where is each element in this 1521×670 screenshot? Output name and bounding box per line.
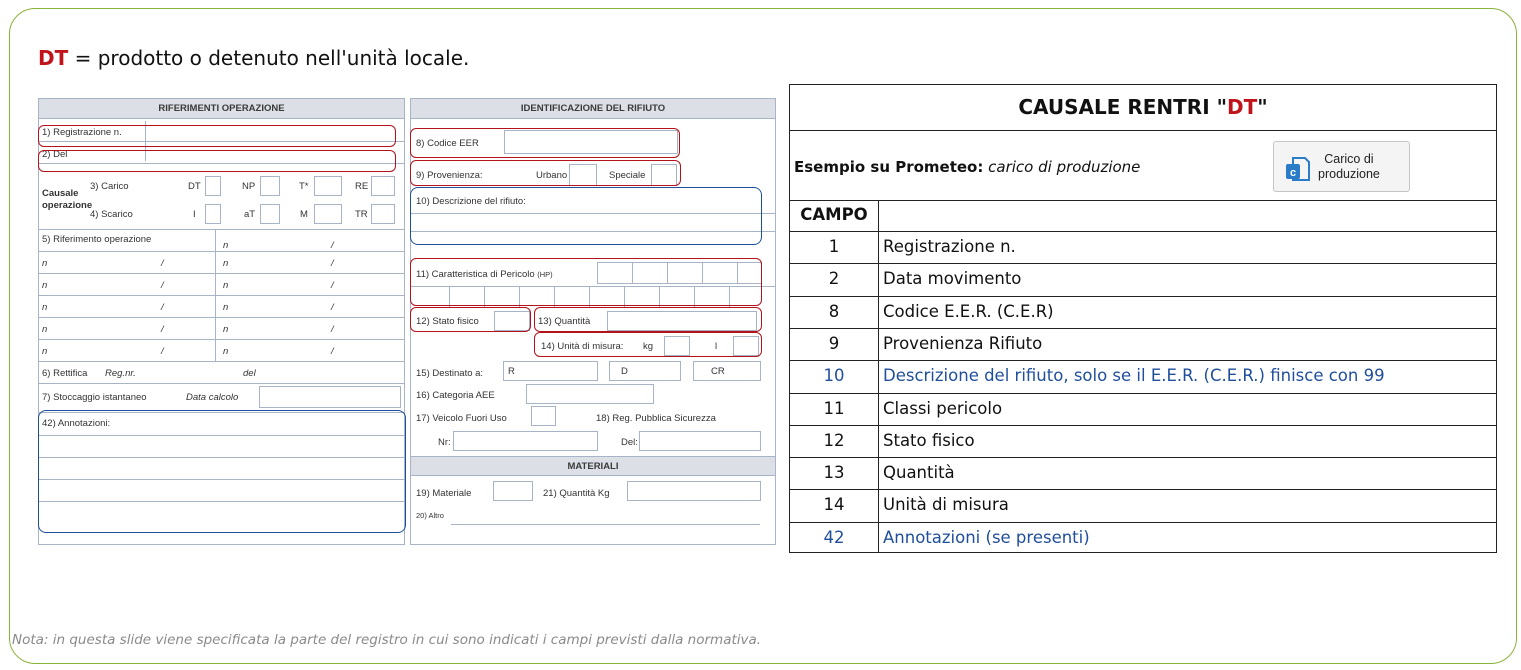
campo-description: Codice E.E.R. (C.E.R) <box>883 301 1054 321</box>
example-row <box>790 130 1496 201</box>
document-c-icon <box>1285 155 1311 183</box>
ref-n: n <box>42 324 48 335</box>
campo-number: 8 <box>828 301 840 321</box>
label-descrizione: 10) Descrizione del rifiuto: <box>416 196 526 207</box>
campo-number: 1 <box>828 237 840 256</box>
highlight-descrizione <box>410 187 762 245</box>
label-stoccaggio: 7) Stoccaggio istantaneo <box>42 392 147 403</box>
carico-produzione-button[interactable] <box>1273 141 1410 192</box>
headline-code: DT <box>38 46 69 70</box>
highlight-quantita <box>534 307 762 332</box>
form-left-title: RIFERIMENTI OPERAZIONE <box>39 99 404 119</box>
campo-number: 12 <box>823 430 845 450</box>
label-nr: Nr: <box>438 437 451 448</box>
label-provenienza: 9) Provenienza: <box>416 170 483 181</box>
campo-description: Data movimento <box>883 269 1022 289</box>
label-categoria-aee: 16) Categoria AEE <box>416 390 495 401</box>
svg-text:c: c <box>1289 167 1297 179</box>
code-m: M <box>300 209 308 220</box>
causale-table <box>789 84 1497 553</box>
label-codice-eer: 8) Codice EER <box>416 138 479 149</box>
box-dt[interactable] <box>205 176 221 196</box>
label-del: 2) Del <box>42 149 68 160</box>
label-reg-pubblica: 18) Reg. Pubblica Sicurezza <box>596 413 716 424</box>
label-carico: 3) Carico <box>90 181 129 192</box>
label-operazione: operazione <box>42 200 93 211</box>
ref-slash: / <box>331 280 334 291</box>
ref-n: n <box>223 302 229 313</box>
box-at[interactable] <box>260 204 280 224</box>
ref-slash: / <box>161 280 164 291</box>
label-altro: 20) Altro <box>416 511 444 520</box>
label-quantita: 13) Quantità <box>538 316 591 327</box>
box-quantita-kg[interactable] <box>627 481 761 501</box>
ref-n: n <box>223 280 229 291</box>
label-materiale: 19) Materiale <box>416 488 472 499</box>
box-rps-del[interactable] <box>639 431 761 451</box>
ref-n: n <box>223 258 229 269</box>
campo-header-row <box>790 200 1496 231</box>
highlight-unita-misura <box>534 332 762 357</box>
footer-note: Nota: in questa slide viene specificata la parte del registro in cui sono indicati i campi previsti dalla normativa. <box>12 632 762 648</box>
materiali-title: MATERIALI <box>411 456 775 476</box>
campo-number: 11 <box>823 398 845 418</box>
box-re[interactable] <box>371 176 395 196</box>
box-nr[interactable] <box>453 431 598 451</box>
box-categoria-aee[interactable] <box>526 384 654 404</box>
campo-number: 10 <box>823 366 845 386</box>
campo-description: Annotazioni (se presenti) <box>883 527 1090 547</box>
label-rps-del: Del: <box>621 437 638 448</box>
ref-slash: / <box>161 324 164 335</box>
dest-r: R <box>508 366 515 377</box>
dest-d: D <box>621 366 628 377</box>
label-riferimento: 5) Riferimento operazione <box>42 234 152 245</box>
campo-description: Classi pericolo <box>883 398 1003 418</box>
ref-n: n <box>223 346 229 357</box>
ref-n: n <box>42 280 48 291</box>
campo-header: CAMPO <box>800 205 868 224</box>
table-row <box>790 489 1496 521</box>
campo-number: 14 <box>823 495 845 515</box>
table-row <box>790 360 1496 392</box>
label-regnr: Reg.nr. <box>105 368 136 379</box>
campo-number: 13 <box>823 463 845 483</box>
table-row <box>790 296 1496 328</box>
box-m[interactable] <box>314 204 342 224</box>
box-i[interactable] <box>205 204 221 224</box>
campo-description: Descrizione del rifiuto, solo se il E.E.R. (C.E.R.) finisce con 99 <box>883 366 1385 386</box>
label-destinato: 15) Destinato a: <box>416 368 484 379</box>
ref-slash: / <box>331 324 334 335</box>
table-row <box>790 425 1496 457</box>
highlight-provenienza <box>410 160 681 186</box>
box-data-calcolo[interactable] <box>259 386 401 408</box>
headline-text: = prodotto o detenuto nell'unità locale. <box>68 46 470 70</box>
table-row <box>790 457 1496 489</box>
box-veicolo[interactable] <box>531 406 556 426</box>
table-row <box>790 328 1496 360</box>
ref-n: n <box>223 324 229 335</box>
table-title: CAUSALE RENTRI "DT" <box>1018 95 1268 119</box>
label-unita-misura: 14) Unità di misura: <box>541 341 624 352</box>
label-caratteristica: 11) Caratteristica di Pericolo (HP) <box>416 269 553 280</box>
highlight-stato-fisico <box>410 307 531 332</box>
table-row <box>790 263 1496 295</box>
highlight-annotazioni <box>38 410 406 533</box>
box-np[interactable] <box>260 176 280 196</box>
label-data-calcolo: Data calcolo <box>186 392 239 403</box>
code-at: aT <box>244 209 256 220</box>
highlight-registrazione <box>38 125 396 147</box>
box-t[interactable] <box>314 176 342 196</box>
label-rettifica: 6) Rettifica <box>42 368 88 379</box>
label-urbano: Urbano <box>536 170 568 181</box>
ref-slash: / <box>331 240 334 251</box>
code-np: NP <box>242 181 256 192</box>
ref-n: n <box>223 240 229 251</box>
campo-number: 9 <box>828 333 840 353</box>
label-rettifica-del: del <box>243 368 256 379</box>
ref-slash: / <box>161 302 164 313</box>
highlight-codice-eer <box>410 128 680 158</box>
ref-slash: / <box>331 302 334 313</box>
label-quantita-kg: 21) Quantità Kg <box>543 488 610 499</box>
code-re: RE <box>355 181 369 192</box>
highlight-caratteristica <box>410 258 762 306</box>
example-text: Esempio su Prometeo: carico di produzione <box>794 158 1141 176</box>
box-dest-d[interactable] <box>609 361 681 381</box>
table-row <box>790 393 1496 425</box>
label-kg: kg <box>643 341 654 352</box>
table-row <box>790 231 1496 263</box>
ref-slash: / <box>161 258 164 269</box>
table-row <box>790 522 1496 554</box>
label-veicolo: 17) Veicolo Fuori Uso <box>416 413 507 424</box>
campo-description: Unità di misura <box>883 495 1009 515</box>
label-speciale: Speciale <box>609 170 646 181</box>
campo-description: Quantità <box>883 463 955 483</box>
label-stato-fisico: 12) Stato fisico <box>416 316 479 327</box>
campo-description: Provenienza Rifiuto <box>883 333 1043 353</box>
ref-n: n <box>42 258 48 269</box>
campo-number: 2 <box>828 269 840 289</box>
highlight-del <box>38 150 396 172</box>
label-registrazione: 1) Registrazione n. <box>42 127 122 138</box>
dest-cr: CR <box>711 366 725 377</box>
code-tr: TR <box>355 209 368 220</box>
form-right-title: IDENTIFICAZIONE DEL RIFIUTO <box>411 99 775 119</box>
label-l: l <box>715 341 718 352</box>
ref-n: n <box>42 346 48 357</box>
code-dt: DT <box>188 181 201 192</box>
box-dest-cr[interactable] <box>693 361 761 381</box>
code-t: T* <box>299 181 309 192</box>
ref-slash: / <box>331 258 334 269</box>
headline <box>38 46 469 70</box>
box-materiale[interactable] <box>493 481 533 501</box>
ref-n: n <box>42 302 48 313</box>
carico-produzione-label: Carico di produzione <box>1318 152 1380 181</box>
campo-number: 42 <box>823 527 845 547</box>
label-scarico: 4) Scarico <box>90 209 133 220</box>
campo-description: Registrazione n. <box>883 237 1016 256</box>
campo-description: Stato fisico <box>883 430 975 450</box>
label-annotazioni: 42) Annotazioni: <box>42 418 111 429</box>
box-tr[interactable] <box>371 204 395 224</box>
label-causale: Causale <box>42 188 79 199</box>
code-i: I <box>193 209 196 220</box>
box-dest-r[interactable] <box>503 361 598 381</box>
ref-slash: / <box>161 346 164 357</box>
ref-slash: / <box>331 346 334 357</box>
